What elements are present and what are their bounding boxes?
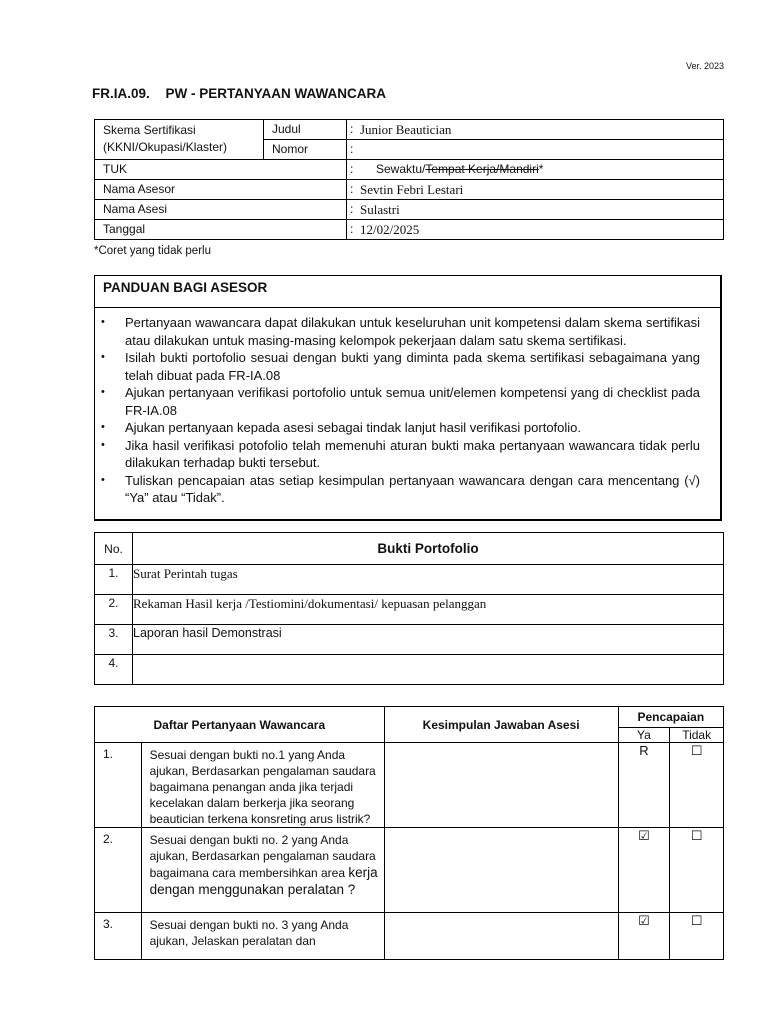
conclusion-cell[interactable] <box>384 828 618 913</box>
judul-label: Judul <box>264 120 347 140</box>
portfolio-row-no: 1. <box>95 565 133 595</box>
portfolio-title-header: Bukti Portofolio <box>133 533 724 565</box>
ya-header: Ya <box>618 728 670 743</box>
page-title <box>92 86 386 101</box>
tuk-plain: Sewaktu/ <box>376 162 426 176</box>
ya-checkbox[interactable]: R <box>618 743 670 828</box>
ya-checkbox[interactable]: ☑ <box>618 828 670 913</box>
tidak-checkbox[interactable]: ☐ <box>670 913 724 960</box>
guide-item: • Ajukan pertanyaan kepada asesi sebagai tindak lanjut hasil verifikasi portofolio. <box>125 419 700 437</box>
tanggal-value[interactable]: 12/02/2025 <box>358 220 724 240</box>
asesi-value[interactable]: Sulastri <box>358 200 724 220</box>
colon: : <box>347 120 359 140</box>
form-code: FR.IA.09. <box>92 86 150 101</box>
question-text: Sesuai dengan bukti no. 3 yang Anda ajukan, Jelaskan peralatan dan <box>141 913 384 960</box>
guide-title: PANDUAN BAGI ASESOR <box>95 276 720 308</box>
colon: : <box>347 140 359 160</box>
tuk-value[interactable] <box>358 160 724 180</box>
tuk-struck: Tempat Kerja/Mandiri <box>425 162 539 176</box>
guide-item: • Pertanyaan wawancara dapat dilakukan untuk keseluruhan unit kompetensi dalam skema sertifikasi atau dilakukan untuk masing-masing kelompok pekerjaan dalam satu skema sertifikasi. <box>125 314 700 349</box>
guide-item: • Jika hasil verifikasi potofolio telah memenuhi aturan bukti maka pertanyaan wawancara tidak perlu dilakukan terhadap bukti tersebut. <box>125 437 700 472</box>
conclusion-cell[interactable] <box>384 743 618 828</box>
tanggal-label: Tanggal <box>95 220 347 240</box>
question-text <box>141 828 384 913</box>
skema-label: Skema Sertifikasi (KKNI/Okupasi/Klaster) <box>95 120 264 160</box>
portfolio-row-no: 3. <box>95 625 133 655</box>
portfolio-table <box>94 532 724 685</box>
guide-box <box>94 275 722 521</box>
portfolio-row-text[interactable] <box>133 655 724 685</box>
version-label: Ver. 2023 <box>686 61 725 71</box>
ya-checkbox[interactable]: ☑ <box>618 913 670 960</box>
identity-table <box>94 119 724 240</box>
guide-list <box>95 308 720 507</box>
tuk-label: TUK <box>95 160 347 180</box>
questions-table <box>94 706 724 960</box>
tuk-asterisk: * <box>538 162 544 176</box>
colon: : <box>347 180 359 200</box>
question-no: 1. <box>95 743 142 828</box>
conclusion-header: Kesimpulan Jawaban Asesi <box>384 707 618 743</box>
judul-value[interactable]: Junior Beautician <box>358 120 724 140</box>
question-list-header: Daftar Pertanyaan Wawancara <box>95 707 385 743</box>
asesor-label: Nama Asesor <box>95 180 347 200</box>
colon: : <box>347 220 359 240</box>
conclusion-cell[interactable] <box>384 913 618 960</box>
tidak-header: Tidak <box>670 728 724 743</box>
tidak-checkbox[interactable]: ☐ <box>670 743 724 828</box>
question-no: 2. <box>95 828 142 913</box>
colon: : <box>347 200 359 220</box>
achievement-header: Pencapaian <box>618 707 723 728</box>
question-text-part: kerja dengan menggunakan peralatan ? <box>149 865 378 897</box>
question-text-part: Sesuai dengan bukti no. 2 yang Anda ajukan, Berdasarkan pengalaman saudara bagaimana cara membersihkan area <box>149 833 376 880</box>
nomor-value[interactable] <box>358 140 724 160</box>
guide-item: • Tuliskan pencapaian atas setiap kesimpulan pertanyaan wawancara dengan cara mencentang (√) “Ya” atau “Tidak”. <box>125 472 700 507</box>
guide-item: • Ajukan pertanyaan verifikasi portofolio untuk semua unit/elemen kompetensi yang di checklist pada FR-IA.08 <box>125 384 700 419</box>
portfolio-row-no: 2. <box>95 595 133 625</box>
nomor-label: Nomor <box>264 140 347 160</box>
portfolio-row-text[interactable]: Surat Perintah tugas <box>133 565 724 595</box>
question-no: 3. <box>95 913 142 960</box>
guide-item: • Isilah bukti portofolio sesuai dengan bukti yang diminta pada skema sertifikasi sebagaimana yang telah dibuat pada FR-IA.08 <box>125 349 700 384</box>
strike-note: *Coret yang tidak perlu <box>94 245 211 257</box>
colon: : <box>347 160 359 180</box>
tidak-checkbox[interactable]: ☐ <box>670 828 724 913</box>
asesor-value[interactable]: Sevtin Febri Lestari <box>358 180 724 200</box>
form-title: PW - PERTANYAAN WAWANCARA <box>165 86 387 101</box>
portfolio-no-header: No. <box>95 533 133 565</box>
question-text: Sesuai dengan bukti no.1 yang Anda ajukan, Berdasarkan pengalaman saudara bagaimana penangan anda jika terjadi kecelakan dalam berkerja jika seorang beautician terkena konsreting arus listrik? <box>141 743 384 828</box>
portfolio-row-text[interactable]: Rekaman Hasil kerja /Testiomini/dokumentasi/ kepuasan pelanggan <box>133 595 724 625</box>
portfolio-row-no: 4. <box>95 655 133 685</box>
portfolio-row-text[interactable]: Laporan hasil Demonstrasi <box>133 625 724 655</box>
asesi-label: Nama Asesi <box>95 200 347 220</box>
